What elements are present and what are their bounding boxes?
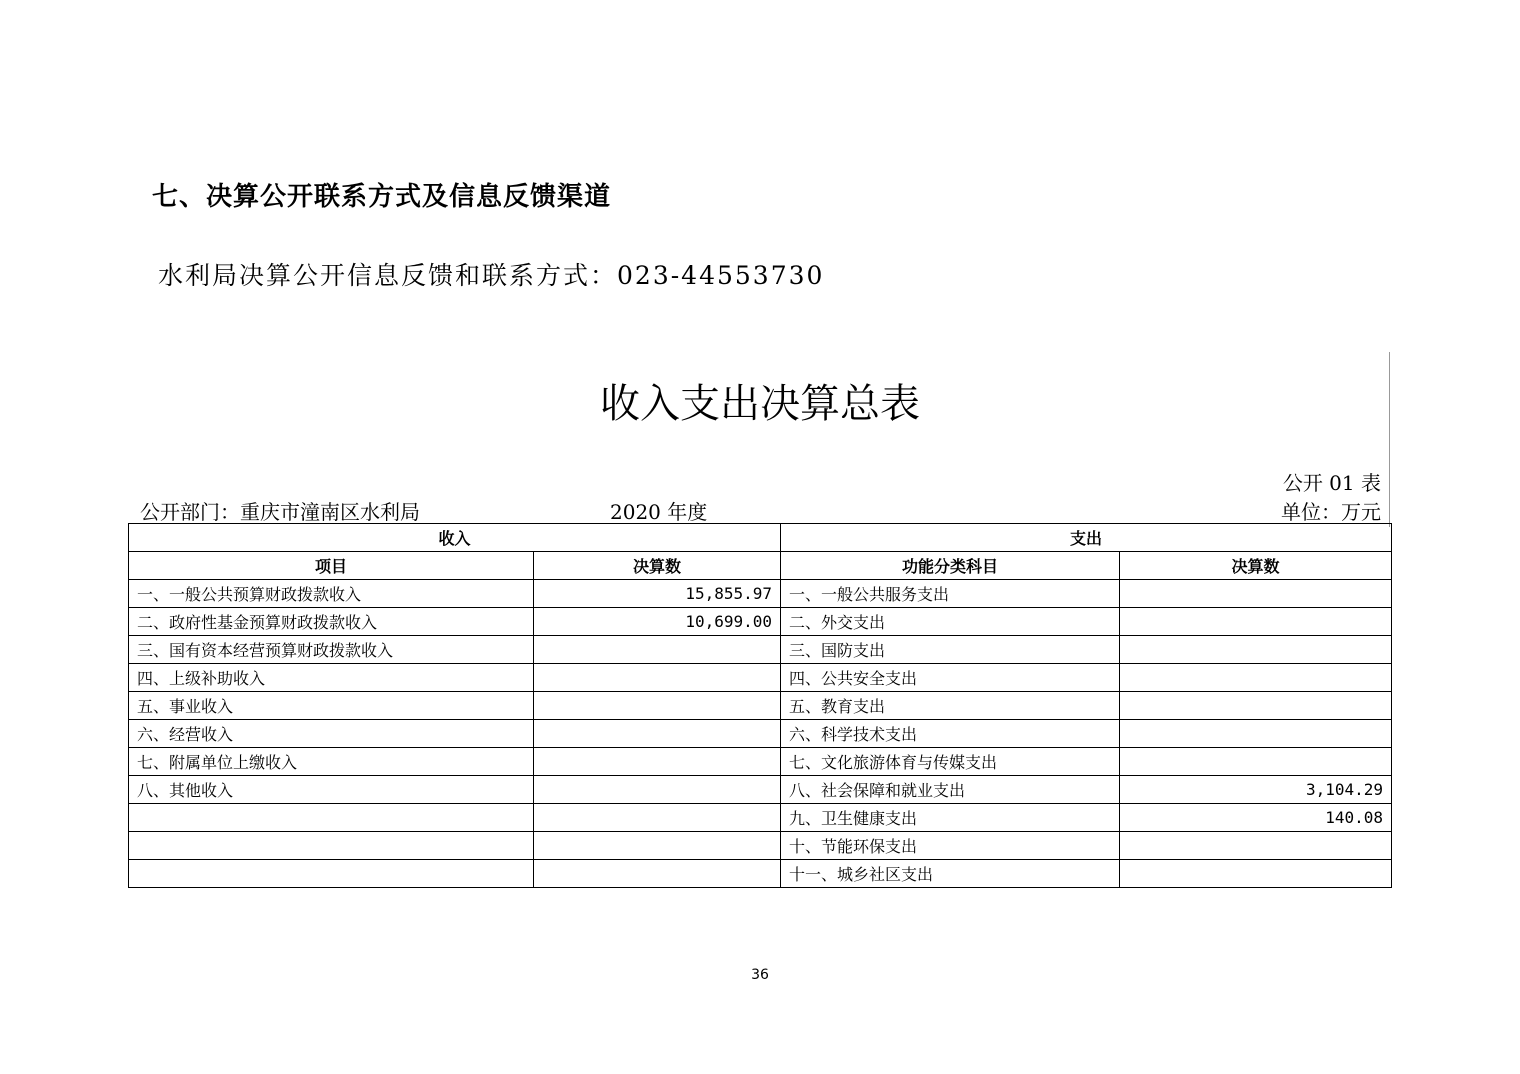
income-amount-header: 决算数 [534,552,781,580]
section-heading: 七、决算公开联系方式及信息反馈渠道 [152,182,612,212]
income-item-cell: 七、附属单位上缴收入 [129,748,534,776]
income-amount-cell [534,748,781,776]
table-row [129,664,1392,692]
table-row [129,804,1392,832]
income-item-cell: 四、上级补助收入 [129,664,534,692]
table-row [129,776,1392,804]
table-row [129,636,1392,664]
expense-item-cell: 三、国防支出 [781,636,1120,664]
income-amount-cell [534,804,781,832]
group-header-row [129,524,1392,552]
income-item-cell: 八、其他收入 [129,776,534,804]
income-amount-cell [534,720,781,748]
table-row [129,860,1392,888]
expense-item-cell: 十一、城乡社区支出 [781,860,1120,888]
column-header-row [129,552,1392,580]
income-amount-cell [534,860,781,888]
expense-amount-cell [1120,664,1392,692]
expense-item-cell: 七、文化旅游体育与传媒支出 [781,748,1120,776]
expense-item-cell: 九、卫生健康支出 [781,804,1120,832]
expense-amount-cell [1120,832,1392,860]
expense-item-cell: 四、公共安全支出 [781,664,1120,692]
table-row [129,748,1392,776]
expense-item-cell: 六、科学技术支出 [781,720,1120,748]
income-amount-cell: 10,699.00 [534,608,781,636]
income-amount-cell [534,692,781,720]
income-group-header: 收入 [129,524,781,552]
income-amount-cell [534,664,781,692]
fiscal-year: 2020 年度 [610,500,708,524]
expense-amount-cell: 140.08 [1120,804,1392,832]
income-item-cell: 五、事业收入 [129,692,534,720]
income-item-cell: 六、经营收入 [129,720,534,748]
expense-amount-header: 决算数 [1120,552,1392,580]
expense-item-cell: 八、社会保障和就业支出 [781,776,1120,804]
income-item-cell: 三、国有资本经营预算财政拨款收入 [129,636,534,664]
income-item-cell: 二、政府性基金预算财政拨款收入 [129,608,534,636]
income-expense-table [128,523,1392,888]
expense-amount-cell [1120,636,1392,664]
income-item-cell [129,832,534,860]
unit-label: 单位：万元 [1281,500,1381,524]
expense-amount-cell [1120,608,1392,636]
form-id: 公开 01 表 [1282,471,1381,495]
income-amount-cell [534,832,781,860]
contact-info-line: 水利局决算公开信息反馈和联系方式：023-44553730 [158,261,825,290]
expense-group-header: 支出 [781,524,1392,552]
expense-item-cell: 十、节能环保支出 [781,832,1120,860]
expense-amount-cell [1120,580,1392,608]
expense-item-cell: 五、教育支出 [781,692,1120,720]
income-item-cell: 一、一般公共预算财政拨款收入 [129,580,534,608]
income-item-header: 项目 [129,552,534,580]
expense-amount-cell [1120,720,1392,748]
expense-item-header: 功能分类科目 [781,552,1120,580]
table-title: 收入支出决算总表 [600,381,920,427]
expense-amount-cell [1120,860,1392,888]
table-row [129,692,1392,720]
table-row [129,720,1392,748]
expense-item-cell: 二、外交支出 [781,608,1120,636]
department-label: 公开部门：重庆市潼南区水利局 [140,500,420,524]
expense-item-cell: 一、一般公共服务支出 [781,580,1120,608]
table-row [129,832,1392,860]
income-amount-cell: 15,855.97 [534,580,781,608]
expense-amount-cell [1120,748,1392,776]
table-row [129,608,1392,636]
income-item-cell [129,860,534,888]
table-row [129,580,1392,608]
page-number: 36 [751,967,769,983]
expense-amount-cell [1120,692,1392,720]
income-amount-cell [534,776,781,804]
expense-amount-cell: 3,104.29 [1120,776,1392,804]
income-amount-cell [534,636,781,664]
income-item-cell [129,804,534,832]
